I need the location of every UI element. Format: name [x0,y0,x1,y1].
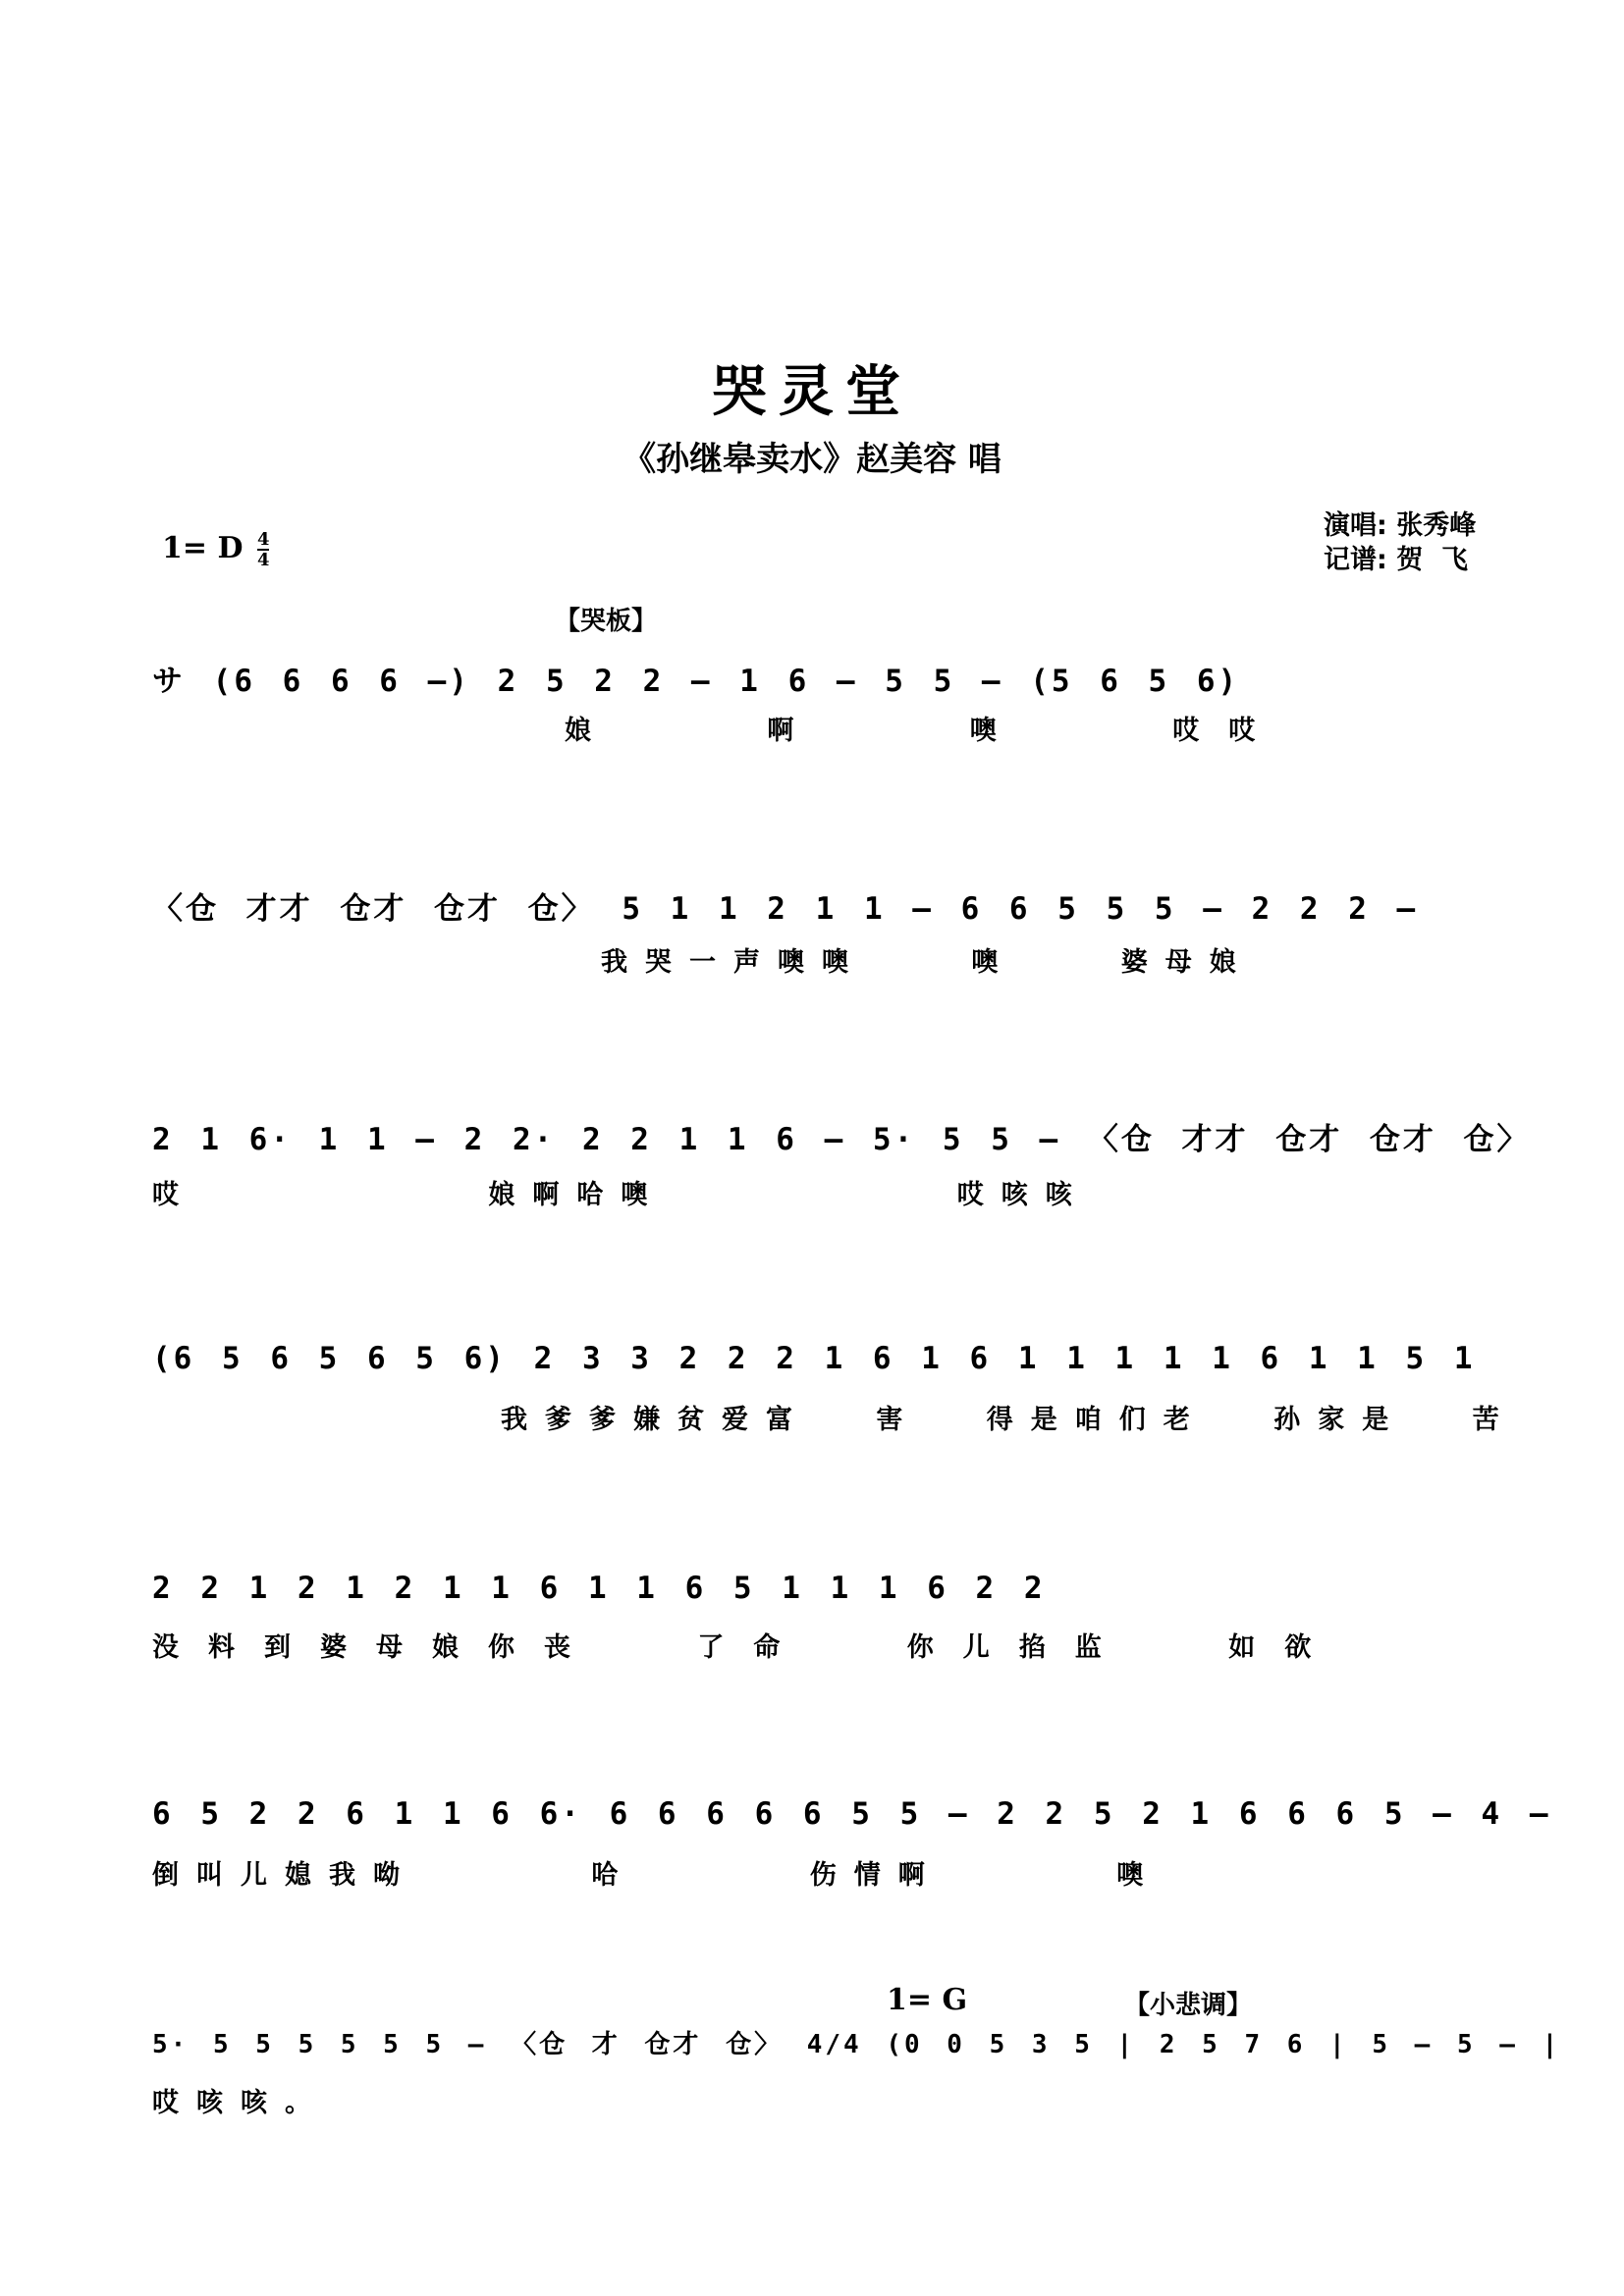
page-subtitle: 《孙继皋卖水》赵美容 唱 [623,440,1001,479]
lyrics-line-7: 哎咳咳。 [152,2088,329,2118]
time-signature-top: 4 [256,529,270,550]
lyrics-line-3: 哎 娘啊哈噢 哎咳咳 [152,1180,1090,1210]
notation-line-6: 6 5 2 2 6 1 1 6 6· 6 6 6 6 6 5 5 – 2 2 5 2 1 6 6 6 5 – 4 – [152,1796,1551,1832]
credits [1324,508,1476,577]
notation-line-5: 2 2 1 2 1 2 1 1 6 1 1 6 5 1 1 1 6 2 2 [152,1571,1046,1606]
time-signature-bottom: 4 [256,550,270,570]
notation-line-2: 〈仓 才才 仓才 仓才 仓〉 5 1 1 2 1 1 – 6 6 5 5 5 – 2 2 2 – [152,891,1419,927]
notation-line-4: (6 5 6 5 6 5 6) 2 3 3 2 2 2 1 6 1 6 1 1 1 1 1 6 1 1 5 1 [152,1341,1476,1376]
lyrics-line-2: 我哭一声噢噢 噢 婆母娘 [601,947,1254,978]
lyrics-line-6: 倒叫儿媳我呦 哈 伤情啊 噢 [152,1860,1162,1891]
section-label-xiaobei: 【小悲调】 [1124,1991,1253,2020]
lyrics-line-4: 我爹爹嫌贫爱富 害 得是咱们老 孙家是 苦 [501,1405,1517,1435]
section-label-kuban: 【哭板】 [555,607,658,636]
key-signature [162,530,269,569]
notation-line-7: 5· 5 5 5 5 5 5 – 〈仓 才 仓才 仓〉 4/4 (0 0 5 3 5 | 2 5 7 6 | 5 – 5 – | [152,2030,1561,2059]
key-label: 1= D [162,531,244,565]
lyrics-line-1: 娘 啊 噢 哎哎 [565,716,1285,746]
key-change-label: 1= G [887,1983,968,2017]
page-title: 哭灵堂 [712,360,912,424]
notation-line-1: サ (6 6 6 6 –) 2 5 2 2 – 1 6 – 5 5 – (5 6 5 6) [152,664,1240,699]
notation-line-3: 2 1 6· 1 1 – 2 2· 2 2 1 1 6 – 5· 5 5 – 〈仓 才才 仓才 仓才 仓〉 [152,1122,1531,1157]
singer-credit: 演唱: 张秀峰 [1324,510,1477,541]
transcriber-credit: 记谱: 贺 飞 [1324,545,1468,575]
lyrics-line-5: 没料到婆母娘你丧 了命 你儿掐监 如欲 [152,1632,1341,1663]
time-signature [257,530,270,569]
